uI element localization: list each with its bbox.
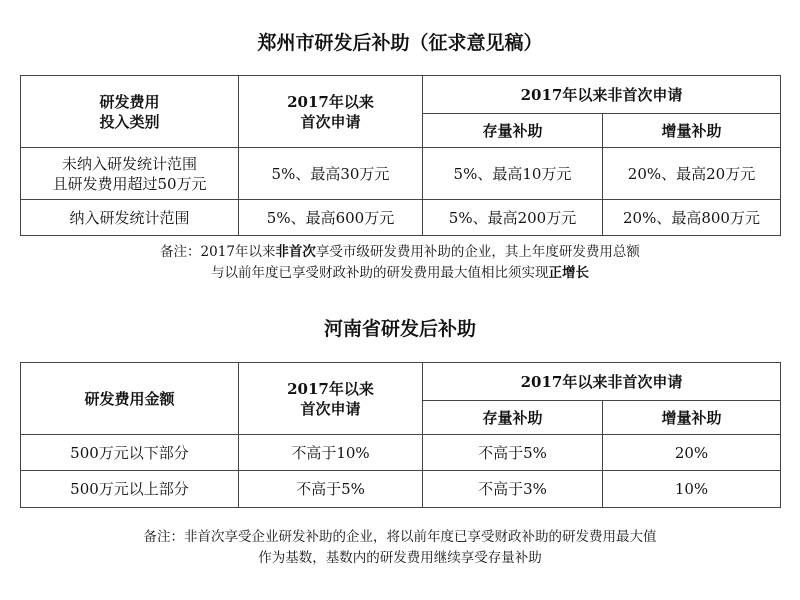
doc2-note-line1: 备注：非首次享受企业研发补助的企业，将以前年度已享受财政补助的研发费用最大值 [143, 529, 657, 545]
header-rd-category-line2: 投入类别 [99, 112, 160, 131]
cell-first: 5%、最高600万元 [239, 200, 423, 236]
cell-amount: 500万元以下部分 [21, 435, 239, 471]
doc1-note-line1 [0, 242, 800, 263]
header-rd-category-line1: 研发费用 [99, 92, 160, 111]
note-middle: 享受市级研发费用补助的企业，其上年度研发费用总额 [315, 244, 640, 260]
cell-category-line1: 未纳入研发统计范围 [61, 154, 197, 173]
cell-amount: 500万元以上部分 [21, 471, 239, 508]
table-row [21, 200, 781, 236]
table-row [21, 471, 781, 508]
cell-increment: 20%、最高800万元 [603, 200, 781, 236]
cell-category-line2: 且研发费用超过50万元 [52, 174, 207, 193]
table-row [21, 148, 781, 200]
doc1-title: 郑州市研发后补助（征求意见稿） [257, 32, 543, 54]
cell-increment: 20% [603, 435, 781, 471]
doc1-note [0, 242, 800, 284]
header-non-first-application: 2017年以来非首次申请 [423, 76, 781, 114]
doc2-note-line2: 作为基数，基数内的研发费用继续享受存量补助 [258, 550, 542, 566]
cell-first: 不高于10% [239, 435, 423, 471]
note-bold-positive-growth: 正增长 [548, 265, 589, 281]
header-first-application-line2: 首次申请 [300, 399, 361, 418]
header-first-application-line1: 2017年以来 [287, 379, 374, 398]
doc2-note [0, 527, 800, 569]
doc1-note-line2 [0, 263, 800, 284]
zhengzhou-subsidy-table [20, 75, 781, 236]
header-first-application [239, 363, 423, 435]
header-first-application [239, 76, 423, 148]
cell-increment: 20%、最高20万元 [603, 148, 781, 200]
table-row [21, 435, 781, 471]
header-rd-amount: 研发费用金额 [21, 363, 239, 435]
note-bold-non-first: 非首次 [275, 244, 316, 260]
header-increment-subsidy: 增量补助 [603, 114, 781, 148]
cell-category: 纳入研发统计范围 [21, 200, 239, 236]
header-increment-subsidy: 增量补助 [603, 401, 781, 435]
note-line2-text: 与以前年度已享受财政补助的研发费用最大值相比须实现 [211, 265, 549, 281]
cell-first: 5%、最高30万元 [239, 148, 423, 200]
note-prefix: 备注：2017年以来 [160, 244, 276, 260]
header-first-application-line1: 2017年以来 [287, 92, 374, 111]
cell-first: 不高于5% [239, 471, 423, 508]
header-stock-subsidy: 存量补助 [423, 401, 603, 435]
cell-increment: 10% [603, 471, 781, 508]
header-stock-subsidy: 存量补助 [423, 114, 603, 148]
header-first-application-line2: 首次申请 [300, 112, 361, 131]
doc2-title: 河南省研发后补助 [323, 318, 476, 340]
cell-stock: 5%、最高10万元 [423, 148, 603, 200]
cell-category [21, 148, 239, 200]
henan-subsidy-table [20, 362, 781, 508]
header-rd-category [21, 76, 239, 148]
cell-stock: 不高于3% [423, 471, 603, 508]
cell-stock: 不高于5% [423, 435, 603, 471]
cell-stock: 5%、最高200万元 [423, 200, 603, 236]
header-non-first-application: 2017年以来非首次申请 [423, 363, 781, 401]
